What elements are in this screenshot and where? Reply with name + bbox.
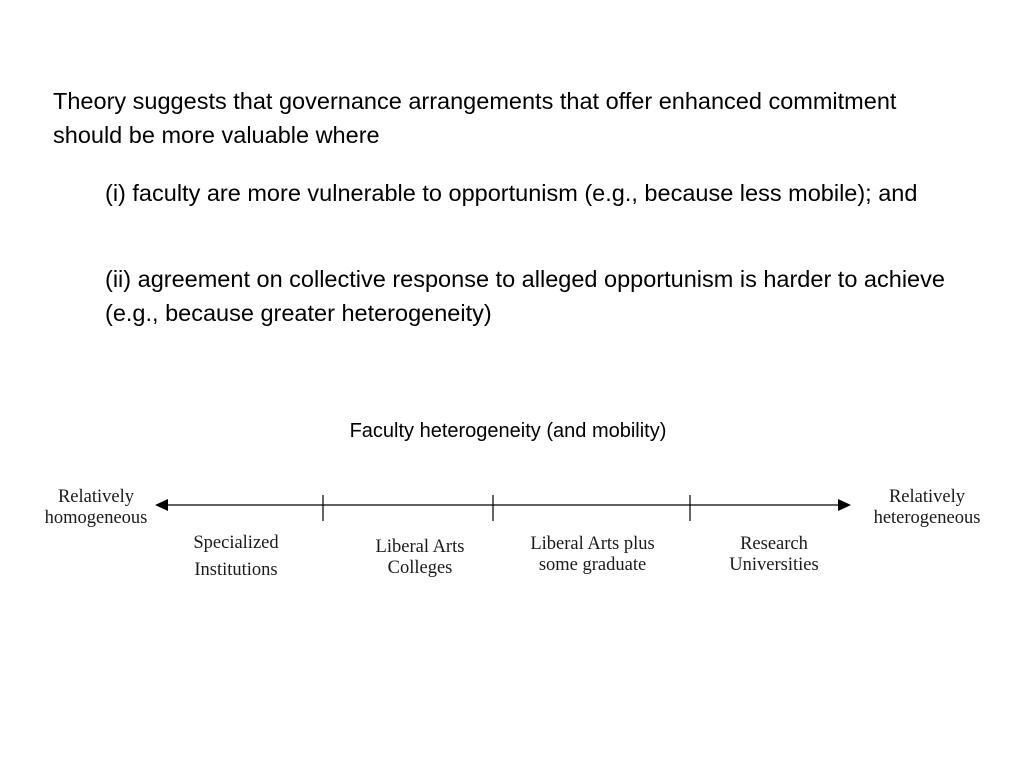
right-end-label	[856, 487, 998, 529]
category-liberal-arts-colleges	[355, 537, 485, 579]
category-specialized-institutions	[170, 530, 302, 584]
category-label-line1: Research	[740, 534, 808, 554]
category-label-line2: some graduate	[538, 555, 647, 575]
category-label-line1: Liberal Arts plus	[530, 534, 655, 554]
right-arrowhead	[838, 499, 851, 511]
left-end-line2: homogeneous	[44, 508, 148, 528]
point-i-text: (i) faculty are more vulnerable to opportunism (e.g., because less mobile); and	[105, 180, 918, 206]
left-end-line1: Relatively	[57, 487, 135, 507]
right-end-line1: Relatively	[888, 487, 966, 507]
point-ii-text: (ii) agreement on collective response to alleged opportunism is harder to achieve (e.g., because greater heterogeneity)	[105, 266, 945, 326]
category-label-line2: Universities	[729, 555, 819, 575]
category-label-line1: Specialized	[193, 533, 279, 553]
category-label-line1: Liberal Arts	[375, 537, 465, 557]
category-research-universities	[700, 534, 848, 576]
category-liberal-arts-plus-graduate	[505, 534, 680, 576]
left-end-label	[24, 487, 168, 529]
intro-text: Theory suggests that governance arrangements that offer enhanced commitment should be more valuable where	[53, 88, 897, 148]
right-end-line2: heterogeneous	[873, 508, 981, 528]
category-label-line2: Institutions	[194, 560, 278, 580]
category-label-line2: Colleges	[387, 558, 453, 578]
diagram-title: Faculty heterogeneity (and mobility)	[349, 420, 667, 442]
